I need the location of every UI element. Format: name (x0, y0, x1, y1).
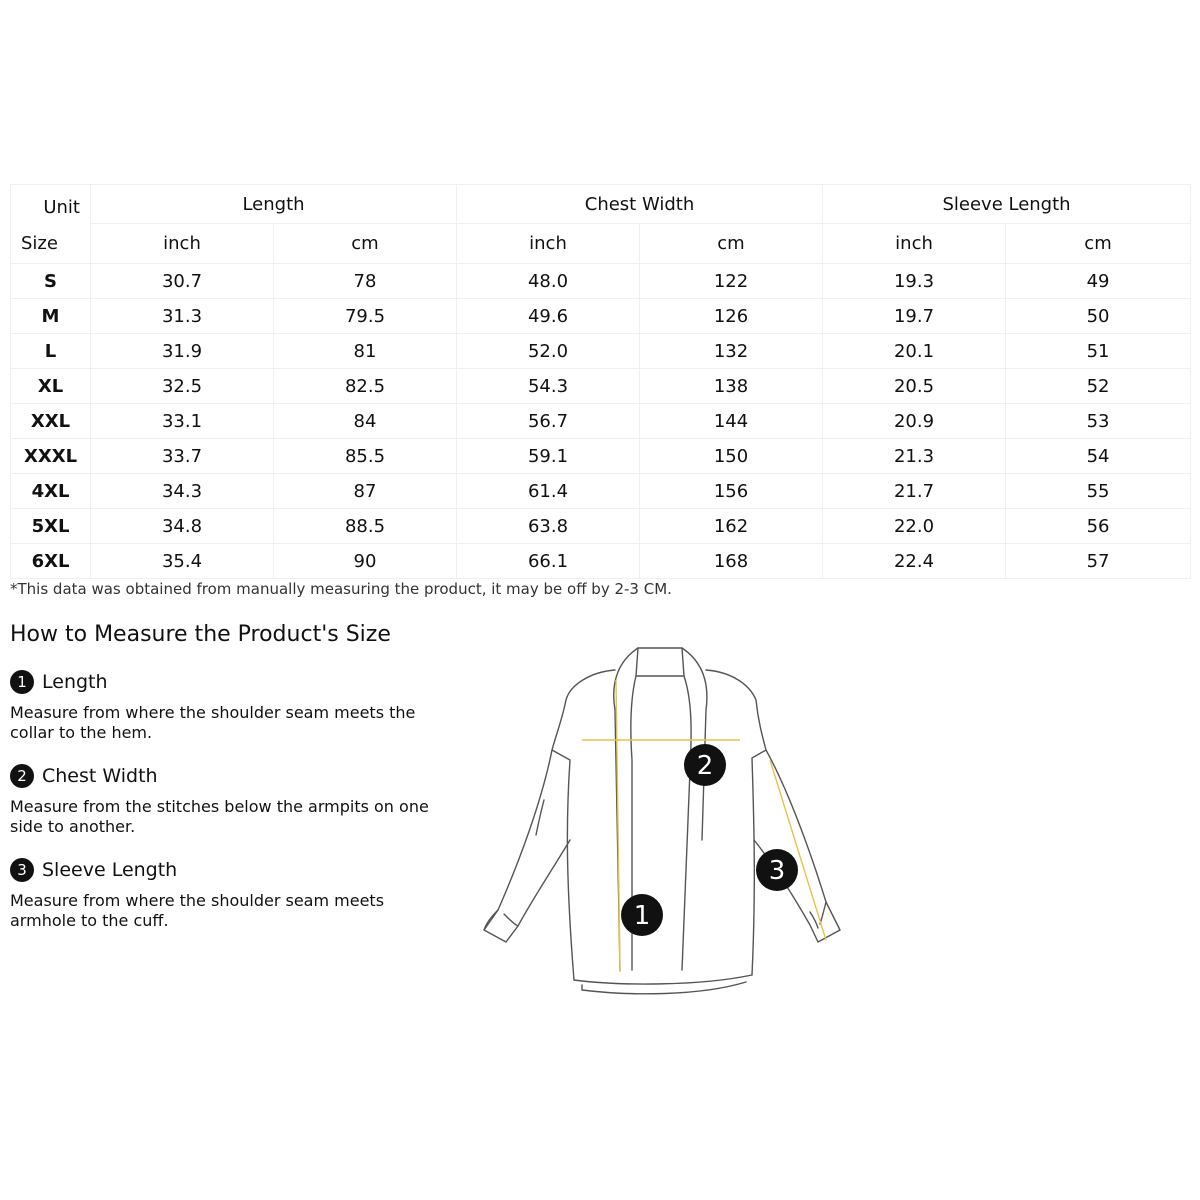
value-cell: 144 (640, 404, 823, 439)
value-cell: 59.1 (457, 439, 640, 474)
unit-header: inch (91, 224, 274, 264)
value-cell: 81 (274, 334, 457, 369)
value-cell: 33.1 (91, 404, 274, 439)
value-cell: 50 (1006, 299, 1191, 334)
table-row (11, 334, 1191, 369)
value-cell: 79.5 (274, 299, 457, 334)
value-cell: 21.7 (823, 474, 1006, 509)
value-cell: 52 (1006, 369, 1191, 404)
group-header-chest-width: Chest Width (457, 185, 823, 224)
value-cell: 57 (1006, 544, 1191, 579)
value-cell: 87 (274, 474, 457, 509)
value-cell: 63.8 (457, 509, 640, 544)
header-row-groups (11, 185, 1191, 224)
value-cell: 48.0 (457, 264, 640, 299)
unit-header: cm (1006, 224, 1191, 264)
marker-1-label: 1 (633, 901, 651, 931)
size-cell: XXL (11, 404, 91, 439)
size-cell: S (11, 264, 91, 299)
value-cell: 54.3 (457, 369, 640, 404)
step-number-badge: 1 (10, 670, 34, 694)
value-cell: 84 (274, 404, 457, 439)
step-chest-width (10, 764, 430, 837)
cardigan-outline (484, 648, 840, 994)
value-cell: 20.5 (823, 369, 1006, 404)
value-cell: 156 (640, 474, 823, 509)
value-cell: 33.7 (91, 439, 274, 474)
step-description: Measure from where the shoulder seam meets armhole to the cuff. (10, 891, 385, 930)
value-cell: 82.5 (274, 369, 457, 404)
group-header-length: Length (91, 185, 457, 224)
how-to-measure-title: How to Measure the Product's Size (10, 622, 391, 647)
value-cell: 88.5 (274, 509, 457, 544)
cardigan-measure-diagram (470, 640, 860, 1000)
value-cell: 30.7 (91, 264, 274, 299)
value-cell: 138 (640, 369, 823, 404)
step-title: Sleeve Length (42, 859, 178, 881)
value-cell: 19.3 (823, 264, 1006, 299)
value-cell: 51 (1006, 334, 1191, 369)
table-body (11, 264, 1191, 579)
step-length (10, 670, 430, 743)
step-description: Measure from the stitches below the armpits on one side to another. (10, 797, 429, 836)
value-cell: 90 (274, 544, 457, 579)
value-cell: 20.1 (823, 334, 1006, 369)
table-row (11, 474, 1191, 509)
size-label: Size (11, 224, 91, 264)
step-description: Measure from where the shoulder seam meets the collar to the hem. (10, 703, 416, 742)
marker-1 (621, 894, 663, 936)
table-row (11, 509, 1191, 544)
value-cell: 20.9 (823, 404, 1006, 439)
value-cell: 32.5 (91, 369, 274, 404)
value-cell: 31.3 (91, 299, 274, 334)
size-cell: 5XL (11, 509, 91, 544)
value-cell: 54 (1006, 439, 1191, 474)
step-title: Length (42, 671, 108, 693)
size-cell: L (11, 334, 91, 369)
unit-label: Unit (43, 197, 80, 218)
measurement-note: *This data was obtained from manually measuring the product, it may be off by 2-3 CM. (10, 580, 672, 598)
marker-3-label: 3 (768, 856, 786, 886)
unit-header: cm (274, 224, 457, 264)
value-cell: 126 (640, 299, 823, 334)
value-cell: 31.9 (91, 334, 274, 369)
table-row (11, 544, 1191, 579)
size-cell: XL (11, 369, 91, 404)
table-row (11, 369, 1191, 404)
size-chart-table (10, 184, 1191, 579)
marker-2-label: 2 (696, 751, 714, 781)
value-cell: 52.0 (457, 334, 640, 369)
value-cell: 56 (1006, 509, 1191, 544)
value-cell: 22.0 (823, 509, 1006, 544)
value-cell: 19.7 (823, 299, 1006, 334)
marker-3 (756, 849, 798, 891)
value-cell: 132 (640, 334, 823, 369)
value-cell: 55 (1006, 474, 1191, 509)
size-cell: M (11, 299, 91, 334)
value-cell: 168 (640, 544, 823, 579)
table-row (11, 264, 1191, 299)
value-cell: 34.3 (91, 474, 274, 509)
value-cell: 34.8 (91, 509, 274, 544)
table-row (11, 404, 1191, 439)
value-cell: 66.1 (457, 544, 640, 579)
value-cell: 21.3 (823, 439, 1006, 474)
step-title: Chest Width (42, 765, 158, 787)
value-cell: 53 (1006, 404, 1191, 439)
size-cell: 6XL (11, 544, 91, 579)
step-number-badge: 3 (10, 858, 34, 882)
value-cell: 85.5 (274, 439, 457, 474)
unit-header: inch (823, 224, 1006, 264)
value-cell: 35.4 (91, 544, 274, 579)
value-cell: 49 (1006, 264, 1191, 299)
value-cell: 49.6 (457, 299, 640, 334)
value-cell: 61.4 (457, 474, 640, 509)
corner-cell (11, 185, 91, 224)
step-number-badge: 2 (10, 764, 34, 788)
value-cell: 78 (274, 264, 457, 299)
marker-2 (684, 744, 726, 786)
value-cell: 150 (640, 439, 823, 474)
size-cell: 4XL (11, 474, 91, 509)
unit-header: cm (640, 224, 823, 264)
table-row (11, 439, 1191, 474)
value-cell: 122 (640, 264, 823, 299)
step-sleeve-length (10, 858, 430, 931)
table-row (11, 299, 1191, 334)
size-cell: XXXL (11, 439, 91, 474)
unit-header: inch (457, 224, 640, 264)
value-cell: 162 (640, 509, 823, 544)
value-cell: 22.4 (823, 544, 1006, 579)
value-cell: 56.7 (457, 404, 640, 439)
group-header-sleeve-length: Sleeve Length (823, 185, 1191, 224)
header-row-units (11, 224, 1191, 264)
